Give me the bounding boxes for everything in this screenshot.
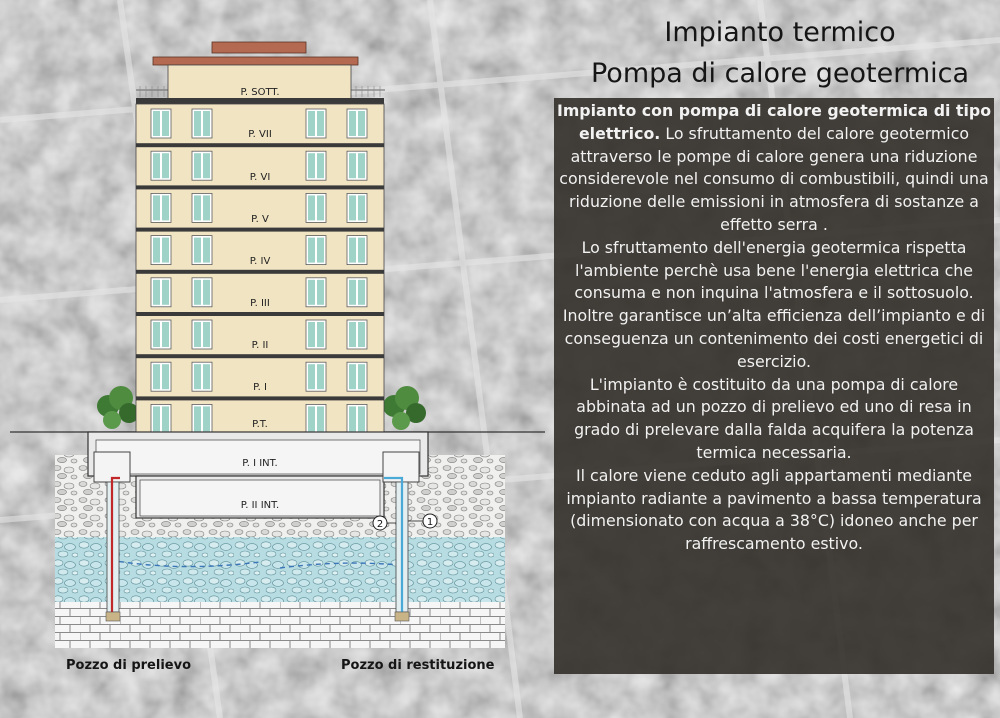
window [347,193,367,222]
window [192,193,212,222]
window [347,320,367,349]
window [151,362,171,391]
well-label-restituzione: Pozzo di restituzione [341,658,495,673]
description-paragraph-5: (dimensionato con acqua a 38°C) idoneo anche per raffrescamento estivo. [570,511,978,554]
window [306,236,326,265]
page-title-line2: Pompa di calore geotermica [590,58,970,89]
tree-right [383,386,426,430]
page-title-line1: Impianto termico [664,17,896,48]
window [151,109,171,138]
description-paragraph-4: Il calore viene ceduto agli appartamenti mediante impianto radiante a pavimento a bassa temperatura [566,465,982,508]
window [192,151,212,180]
floor-label: P. SOTT. [240,87,280,98]
floor-label: P. V [251,214,269,225]
window [306,193,326,222]
window [192,404,212,433]
window [151,151,171,180]
description-paragraph-2: Lo sfruttamento dell'energia geotermica rispetta l'ambiente perchè usa bene l'energia elettrica che consuma e non inquina l'atmosfera e il sottosuolo. Inoltre garantisce un’alta efficienza dell’impianto e di conseguenza un contenimento dei costi energetici di esercizio. [562,237,986,371]
tree-left [97,386,139,429]
floor-label: P. VII [248,129,272,140]
basement-label: P. II INT. [240,500,280,511]
window [151,320,171,349]
floor-label: P. II [251,340,269,351]
window [192,278,212,307]
window [347,278,367,307]
window [192,320,212,349]
window [151,193,171,222]
description-text [554,100,994,556]
basement-label: P. I INT. [242,458,278,469]
window [306,320,326,349]
floor-label: P. I [253,382,267,393]
description-panel [554,98,994,674]
window [151,278,171,307]
window [306,151,326,180]
window [306,362,326,391]
window [151,404,171,433]
window [151,236,171,265]
floor-label: P. VI [249,172,271,183]
window [306,404,326,433]
description-lead-rest: Lo sfruttamento del calore geotermico attraverso le pompe di calore genera una riduzione considerevole nel consumo di combustibili, quindi una riduzione delle emissioni in atmosfera di sostanze a effetto serra . [559,123,989,234]
well-label-prelievo: Pozzo di prelievo [66,658,192,673]
floor-label: P. IV [249,256,271,267]
window [347,109,367,138]
description-lead: Impianto con pompa di calore geotermica di tipo elettrico. [556,101,992,143]
window [347,362,367,391]
window [192,109,212,138]
window [306,278,326,307]
window [192,236,212,265]
window [192,362,212,391]
svg-text:1: 1 [426,517,434,528]
svg-text:2: 2 [376,519,384,530]
floor-label: P. III [250,298,270,309]
description-paragraph-3: L'impianto è costituito da una pompa di calore abbinata ad un pozzo di prelievo ed uno di resa in grado di prelevare dalla falda acquifera la potenza termica necessaria. [574,374,974,462]
description-paragraph-1 [554,100,994,237]
window [347,404,367,433]
floor-label: P.T. [252,419,268,430]
window [306,109,326,138]
window [347,236,367,265]
window [347,151,367,180]
